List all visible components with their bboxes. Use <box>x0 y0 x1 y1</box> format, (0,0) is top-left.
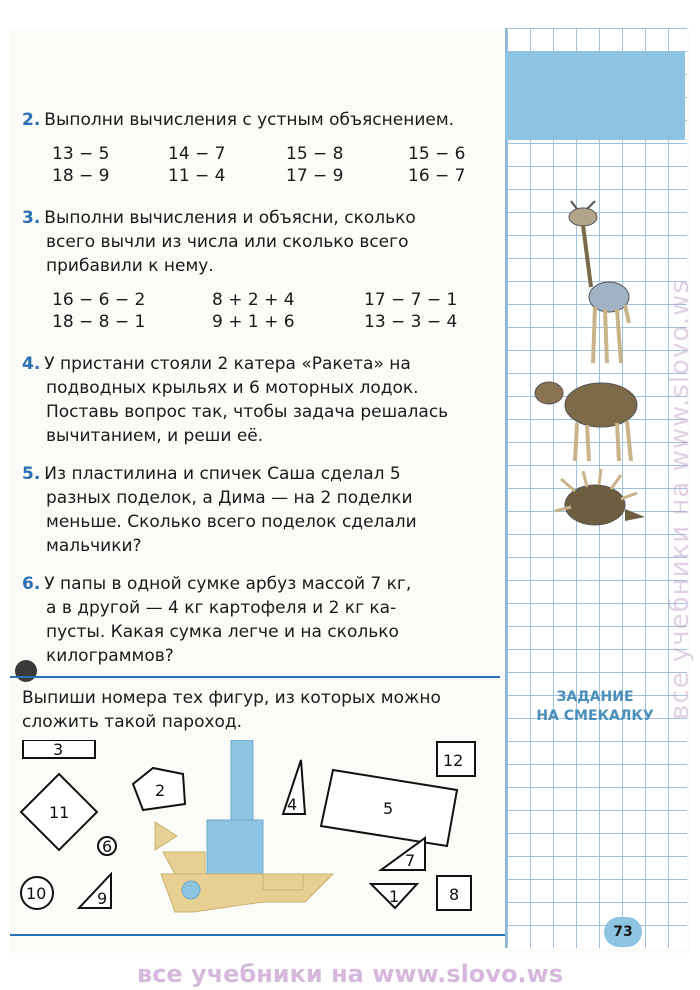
expression: 17 − 9 <box>286 166 344 186</box>
task-text: всего вычли из числа или сколько всего <box>46 232 409 252</box>
task-text: Выполни вычисления с устным объяснением. <box>44 110 455 130</box>
expression: 15 − 6 <box>408 144 466 164</box>
expression: 15 − 8 <box>286 144 344 164</box>
task-number: 2. <box>22 110 41 130</box>
giraffe-icon <box>569 201 629 363</box>
figure-label: 2 <box>155 781 166 800</box>
figure-label: 8 <box>449 885 460 904</box>
task-2 <box>22 108 482 132</box>
expression: 18 − 9 <box>52 166 110 186</box>
task-6 <box>22 572 482 668</box>
task-text: Поставь вопрос так, чтобы задача решалась <box>46 402 449 422</box>
page-number: 73 <box>604 917 642 947</box>
figure-label: 6 <box>102 837 113 856</box>
plasticine-animals <box>525 195 665 535</box>
task-text: вычитанием, и реши её. <box>46 426 264 446</box>
caption-line: НА СМЕКАЛКУ <box>536 708 654 724</box>
task-4 <box>22 352 482 448</box>
figure-label: 10 <box>26 884 47 903</box>
task-text: У пристани стояли 2 катера «Ракета» на <box>44 354 411 374</box>
puzzle-task <box>22 686 482 734</box>
expression: 16 − 6 − 2 <box>52 290 146 310</box>
task-number: 4. <box>22 354 41 374</box>
watermark-vertical: все учебники на www.slovo.ws <box>665 279 695 721</box>
task-text: Из пластилина и спичек Саша сделал 5 <box>44 464 401 484</box>
task-text: меньше. Сколько всего поделок сделали <box>46 512 417 532</box>
divider <box>10 934 505 936</box>
caption-line: ЗАДАНИЕ <box>556 689 634 705</box>
puzzle-bullet-icon <box>15 660 37 682</box>
watermark-bottom: все учебники на www.slovo.ws <box>137 960 563 988</box>
figure-label: 4 <box>287 795 298 814</box>
task-text: килограммов? <box>46 646 174 666</box>
dog-icon <box>535 382 637 461</box>
figure-label: 5 <box>383 799 394 818</box>
expression: 18 − 8 − 1 <box>52 312 146 332</box>
task-text: подводных крыльях и 6 моторных лодок. <box>46 378 419 398</box>
steamship-icon <box>155 740 333 912</box>
task-number: 6. <box>22 574 41 594</box>
task-text: Выпиши номера тех фигур, из которых можно <box>22 688 441 708</box>
expression: 16 − 7 <box>408 166 466 186</box>
task-number: 3. <box>22 208 41 228</box>
expression: 13 − 3 − 4 <box>364 312 458 332</box>
task-text: а в другой — 4 кг картофеля и 2 кг ка- <box>46 598 397 618</box>
task-3 <box>22 206 482 278</box>
puzzle-figures <box>15 740 505 930</box>
task-text: Выполни вычисления и объясни, сколько <box>44 208 416 228</box>
expression: 8 + 2 + 4 <box>212 290 295 310</box>
task-text: прибавили к нему. <box>46 256 214 276</box>
expression: 11 − 4 <box>168 166 226 186</box>
expression: 9 + 1 + 6 <box>212 312 295 332</box>
figure-label: 12 <box>443 751 464 770</box>
hedgehog-icon <box>555 469 645 525</box>
task-text: сложить такой пароход. <box>22 712 243 732</box>
figure-label: 3 <box>53 740 64 759</box>
divider <box>10 676 500 678</box>
task-text: мальчики? <box>46 536 142 556</box>
task-text: У папы в одной сумке арбуз массой 7 кг, <box>44 574 412 594</box>
task-text: разных поделок, а Дима — на 2 поделки <box>46 488 413 508</box>
task-number: 5. <box>22 464 41 484</box>
expression: 14 − 7 <box>168 144 226 164</box>
figure-label: 7 <box>405 851 416 870</box>
figure-7-triangle <box>381 838 425 870</box>
figure-label: 1 <box>389 887 400 906</box>
expression: 13 − 5 <box>52 144 110 164</box>
figure-label: 9 <box>97 889 108 908</box>
sidebar-caption <box>515 688 675 726</box>
task-text: пусты. Какая сумка легче и на сколько <box>46 622 399 642</box>
expression: 17 − 7 − 1 <box>364 290 458 310</box>
figure-label: 11 <box>49 803 70 822</box>
task-5 <box>22 462 482 558</box>
sidebar-band <box>505 52 685 140</box>
